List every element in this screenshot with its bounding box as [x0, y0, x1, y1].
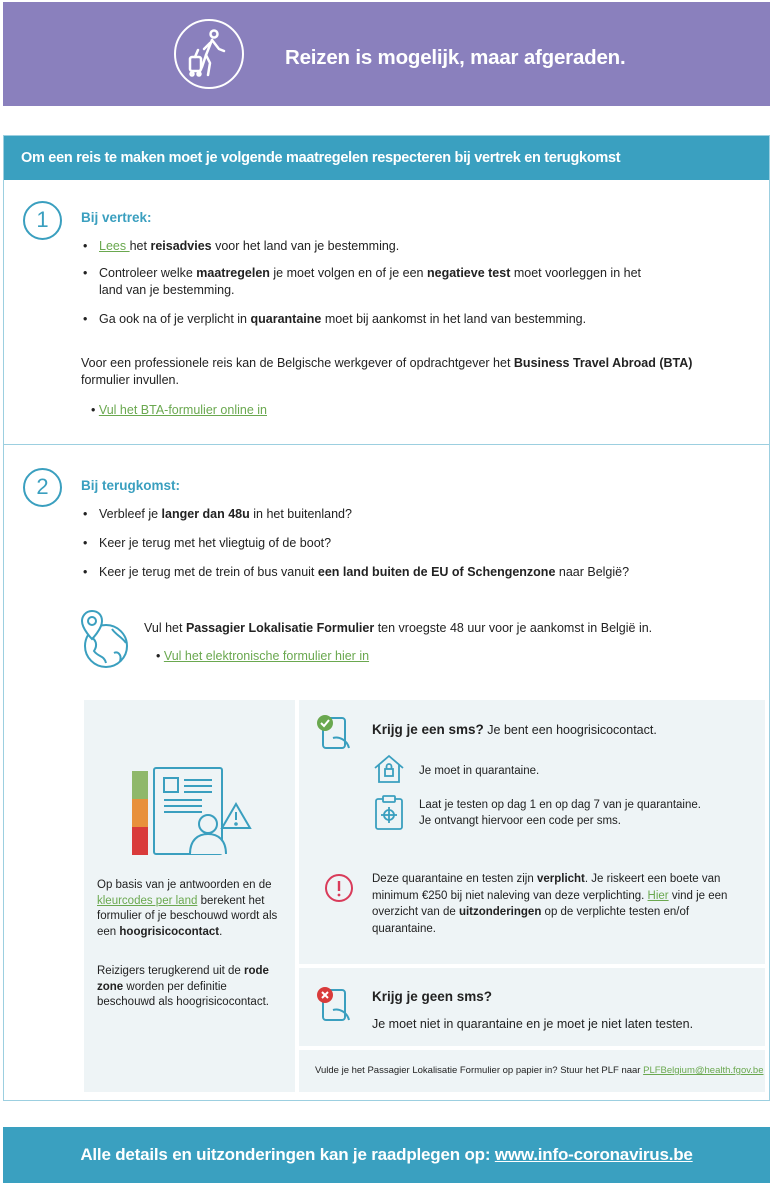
- plf-form-link[interactable]: Vul het elektronische formulier hier in: [163, 649, 370, 663]
- step-1-badge: 1: [23, 201, 62, 240]
- paper-form-panel: [299, 1050, 765, 1092]
- footer: Alle details en uitzonderingen kan je raadplegen op: www.info-coronavirus.be: [3, 1127, 770, 1183]
- exceptions-link[interactable]: Hier: [647, 889, 669, 902]
- risk-info-panel: [84, 700, 295, 1092]
- step-2-title: Bij terugkomst:: [81, 478, 181, 493]
- quarantine-text: Je moet in quarantaine.: [419, 765, 540, 777]
- color-bar-green: [132, 771, 148, 799]
- mandatory-warning: Deze quarantaine en testen zijn verplicht. Je riskeert een boete van minimum €250 bij niet naleving van deze verplichting. Hier vind je een overzicht van de uitzonderingen op de verplichte testen en/of quarantaine.: [372, 873, 728, 936]
- divider: [4, 444, 769, 445]
- warning-icon: [323, 872, 355, 904]
- sms-no-panel: [299, 968, 765, 1046]
- bta-paragraph: Voor een professionele reis kan de Belgische werkgever of opdrachtgever het Business Travel Abroad (BTA) formulier invullen.: [81, 356, 693, 387]
- sms-yes-panel: [299, 700, 765, 964]
- step-1-list: [81, 238, 641, 338]
- test-clipboard-icon: [374, 795, 404, 831]
- color-bar-orange: [132, 799, 148, 827]
- reisadvies-link[interactable]: Lees: [99, 239, 130, 253]
- testing-text: Laat je testen op dag 1 en op dag 7 van je quarantaine. Je ontvangt hiervoor een code per sms.: [419, 799, 701, 827]
- list-item: • Verbleef je langer dan 48u in het buitenland?: [81, 506, 701, 523]
- list-item: • Ga ook na of je verplicht in quarantaine moet bij aankomst in het land van bestemming.: [81, 311, 641, 328]
- bta-link-item: • Vul het BTA-formulier online in: [91, 403, 267, 417]
- sms-no-text: Je moet niet in quarantaine en je moet je niet laten testen.: [372, 1017, 694, 1031]
- info-coronavirus-link[interactable]: www.info-coronavirus.be: [494, 1145, 693, 1164]
- phone-check-icon: [317, 714, 353, 754]
- color-bar-red: [132, 827, 148, 855]
- form-document-icon: [152, 766, 272, 866]
- home-lock-icon: [373, 754, 405, 784]
- color-codes-link[interactable]: kleurcodes per land: [97, 894, 198, 907]
- page-header: [3, 2, 770, 106]
- plf-paragraph: Vul het Passagier Lokalisatie Formulier ten vroegste 48 uur voor je aankomst in België in.: [144, 621, 653, 635]
- step-2-list: [81, 506, 701, 591]
- traveler-icon: [174, 19, 244, 89]
- list-item: • Keer je terug met het vliegtuig of de boot?: [81, 535, 701, 552]
- step-2-badge: 2: [23, 468, 62, 507]
- risk-paragraph-1: Op basis van je antwoorden en de kleurcodes per land berekent het formulier of je beschouwd wordt als een hoogrisicocontact.: [97, 879, 278, 938]
- list-item: • Controleer welke maatregelen je moet volgen en of je een negatieve test moet voorleggen in het land van je bestemming.: [81, 265, 641, 299]
- risk-paragraph-2: Reizigers terugkerend uit de rode zone worden per definitie beschouwd als hoogrisicocontact.: [97, 965, 269, 1009]
- phone-cross-icon: [317, 986, 353, 1026]
- page-title: Reizen is mogelijk, maar afgeraden.: [285, 46, 626, 69]
- main-box: [3, 135, 770, 1101]
- bta-form-link[interactable]: Vul het BTA-formulier online in: [98, 403, 267, 417]
- sms-yes-heading: Krijg je een sms? Je bent een hoogrisicocontact.: [372, 722, 657, 737]
- step-1-title: Bij vertrek:: [81, 210, 152, 225]
- banner: Om een reis te maken moet je volgende maatregelen respecteren bij vertrek en terugkomst: [4, 136, 769, 180]
- location-globe-icon: [82, 609, 132, 671]
- paper-form-text: Vulde je het Passagier Lokalisatie Formulier op papier in? Stuur het PLF naar PLFBelgium@health.fgov.be: [315, 1065, 764, 1076]
- plf-email-link[interactable]: PLFBelgium@health.fgov.be: [643, 1065, 764, 1076]
- plf-link-item: • Vul het elektronische formulier hier in: [156, 649, 370, 663]
- list-item: • Keer je terug met de trein of bus vanuit een land buiten de EU of Schengenzone naar België?: [81, 564, 701, 581]
- sms-no-heading: Krijg je geen sms?: [372, 989, 493, 1004]
- list-item: • Lees het reisadvies voor het land van je bestemming.: [81, 238, 641, 255]
